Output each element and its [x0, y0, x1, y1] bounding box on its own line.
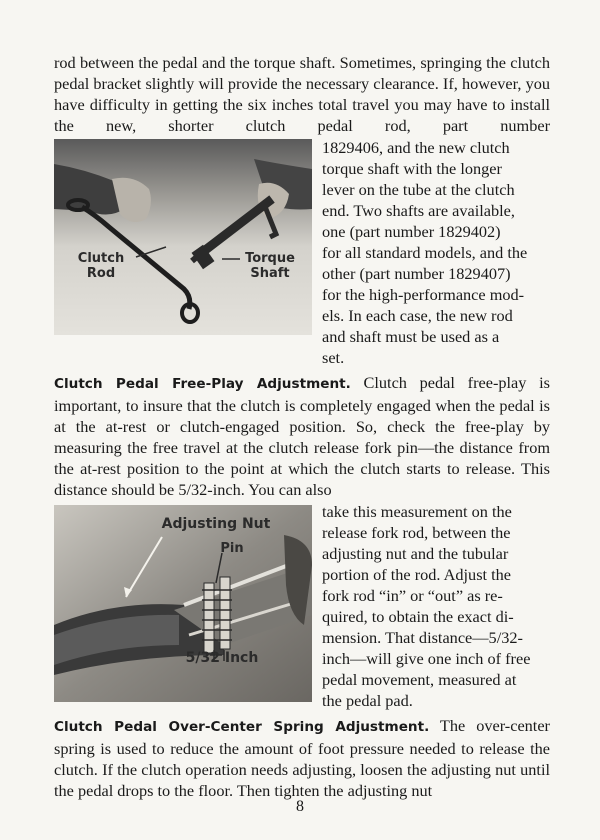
side-line: pedal movement, measured at: [322, 670, 517, 689]
side-line: the pedal pad.: [322, 691, 413, 710]
label-adjusting-nut: Adjusting Nut: [161, 516, 271, 532]
side-line: 1829406, and the new clutch: [322, 138, 510, 157]
clutch-rod-torque-shaft-photo: [54, 139, 312, 335]
side-line: other (part number 1829407): [322, 264, 511, 283]
side-line: mension. That distance—5/32-: [322, 628, 523, 647]
figure1-label-right: [232, 251, 308, 281]
label-dimension: 5/32 Inch: [185, 650, 259, 666]
free-play-heading: Clutch Pedal Free-Play Adjustment.: [54, 376, 351, 392]
page-number: 8: [296, 798, 304, 815]
figure1-side-text: [322, 137, 550, 368]
over-center-heading: Clutch Pedal Over-Center Spring Adjustment.: [54, 719, 430, 735]
side-line: end. Two shafts are available,: [322, 201, 515, 220]
side-line: torque shaft with the longer: [322, 159, 502, 178]
side-line: inch—will give one inch of free: [322, 649, 531, 668]
side-line: fork rod “in” or “out” as re-: [322, 586, 503, 605]
figure1-label-left: [66, 251, 136, 281]
intro-paragraph: rod between the pedal and the torque shaft. Sometimes, springing the clutch pedal bracket slightly will provide the necessary clearance. If, however, you have difficulty in getting the six inches total travel you may have to install the new, shorter clutch pedal rod, part number: [54, 53, 550, 135]
side-line: portion of the rod. Adjust the: [322, 565, 512, 584]
figure2-block: [54, 501, 550, 711]
side-line: one (part number 1829402): [322, 222, 501, 241]
side-line: take this measurement on the: [322, 502, 512, 521]
side-line: for all standard models, and the: [322, 243, 528, 262]
figure1-block: [54, 137, 550, 368]
side-line: els. In each case, the new rod: [322, 306, 513, 325]
label-rod: Rod: [86, 266, 116, 281]
side-line: quired, to obtain the exact di-: [322, 607, 514, 626]
manual-page: [54, 52, 550, 801]
side-line: lever on the tube at the clutch: [322, 180, 515, 199]
over-center-paragraph: [54, 715, 550, 801]
side-line: and shaft must be used as a: [322, 327, 500, 346]
figure2-illustration: [54, 505, 312, 702]
figure1-illustration: [54, 139, 312, 335]
adjusting-nut-photo: [54, 505, 312, 702]
free-play-text: Clutch pedal free-play is important, to insure that the clutch is completely engaged when the pedal is at the at-rest or clutch-engaged position. So, check the free-play by measuring the free travel at the clutch release fork pin—the distance from the at-rest position to the point at which the clutch starts to release. This distance should be 5/32-inch. You can also: [54, 373, 550, 499]
label-torque: Torque: [245, 251, 295, 266]
label-pin: Pin: [220, 541, 244, 556]
side-line: release fork rod, between the: [322, 523, 511, 542]
over-center-text: The over-center spring is used to reduce the amount of foot pressure needed to release the clutch. If the clutch operation needs adjusting, loosen the adjusting nut until the pedal drops to the floor. Then tighten the adjusting nut: [54, 716, 550, 800]
side-line: adjusting nut and the tubular: [322, 544, 509, 563]
figure2-side-text: [322, 501, 550, 711]
free-play-paragraph: [54, 372, 550, 500]
label-clutch: Clutch: [77, 251, 125, 266]
side-line: for the high-performance mod-: [322, 285, 525, 304]
label-shaft: Shaft: [250, 266, 290, 281]
side-line: set.: [322, 348, 345, 367]
